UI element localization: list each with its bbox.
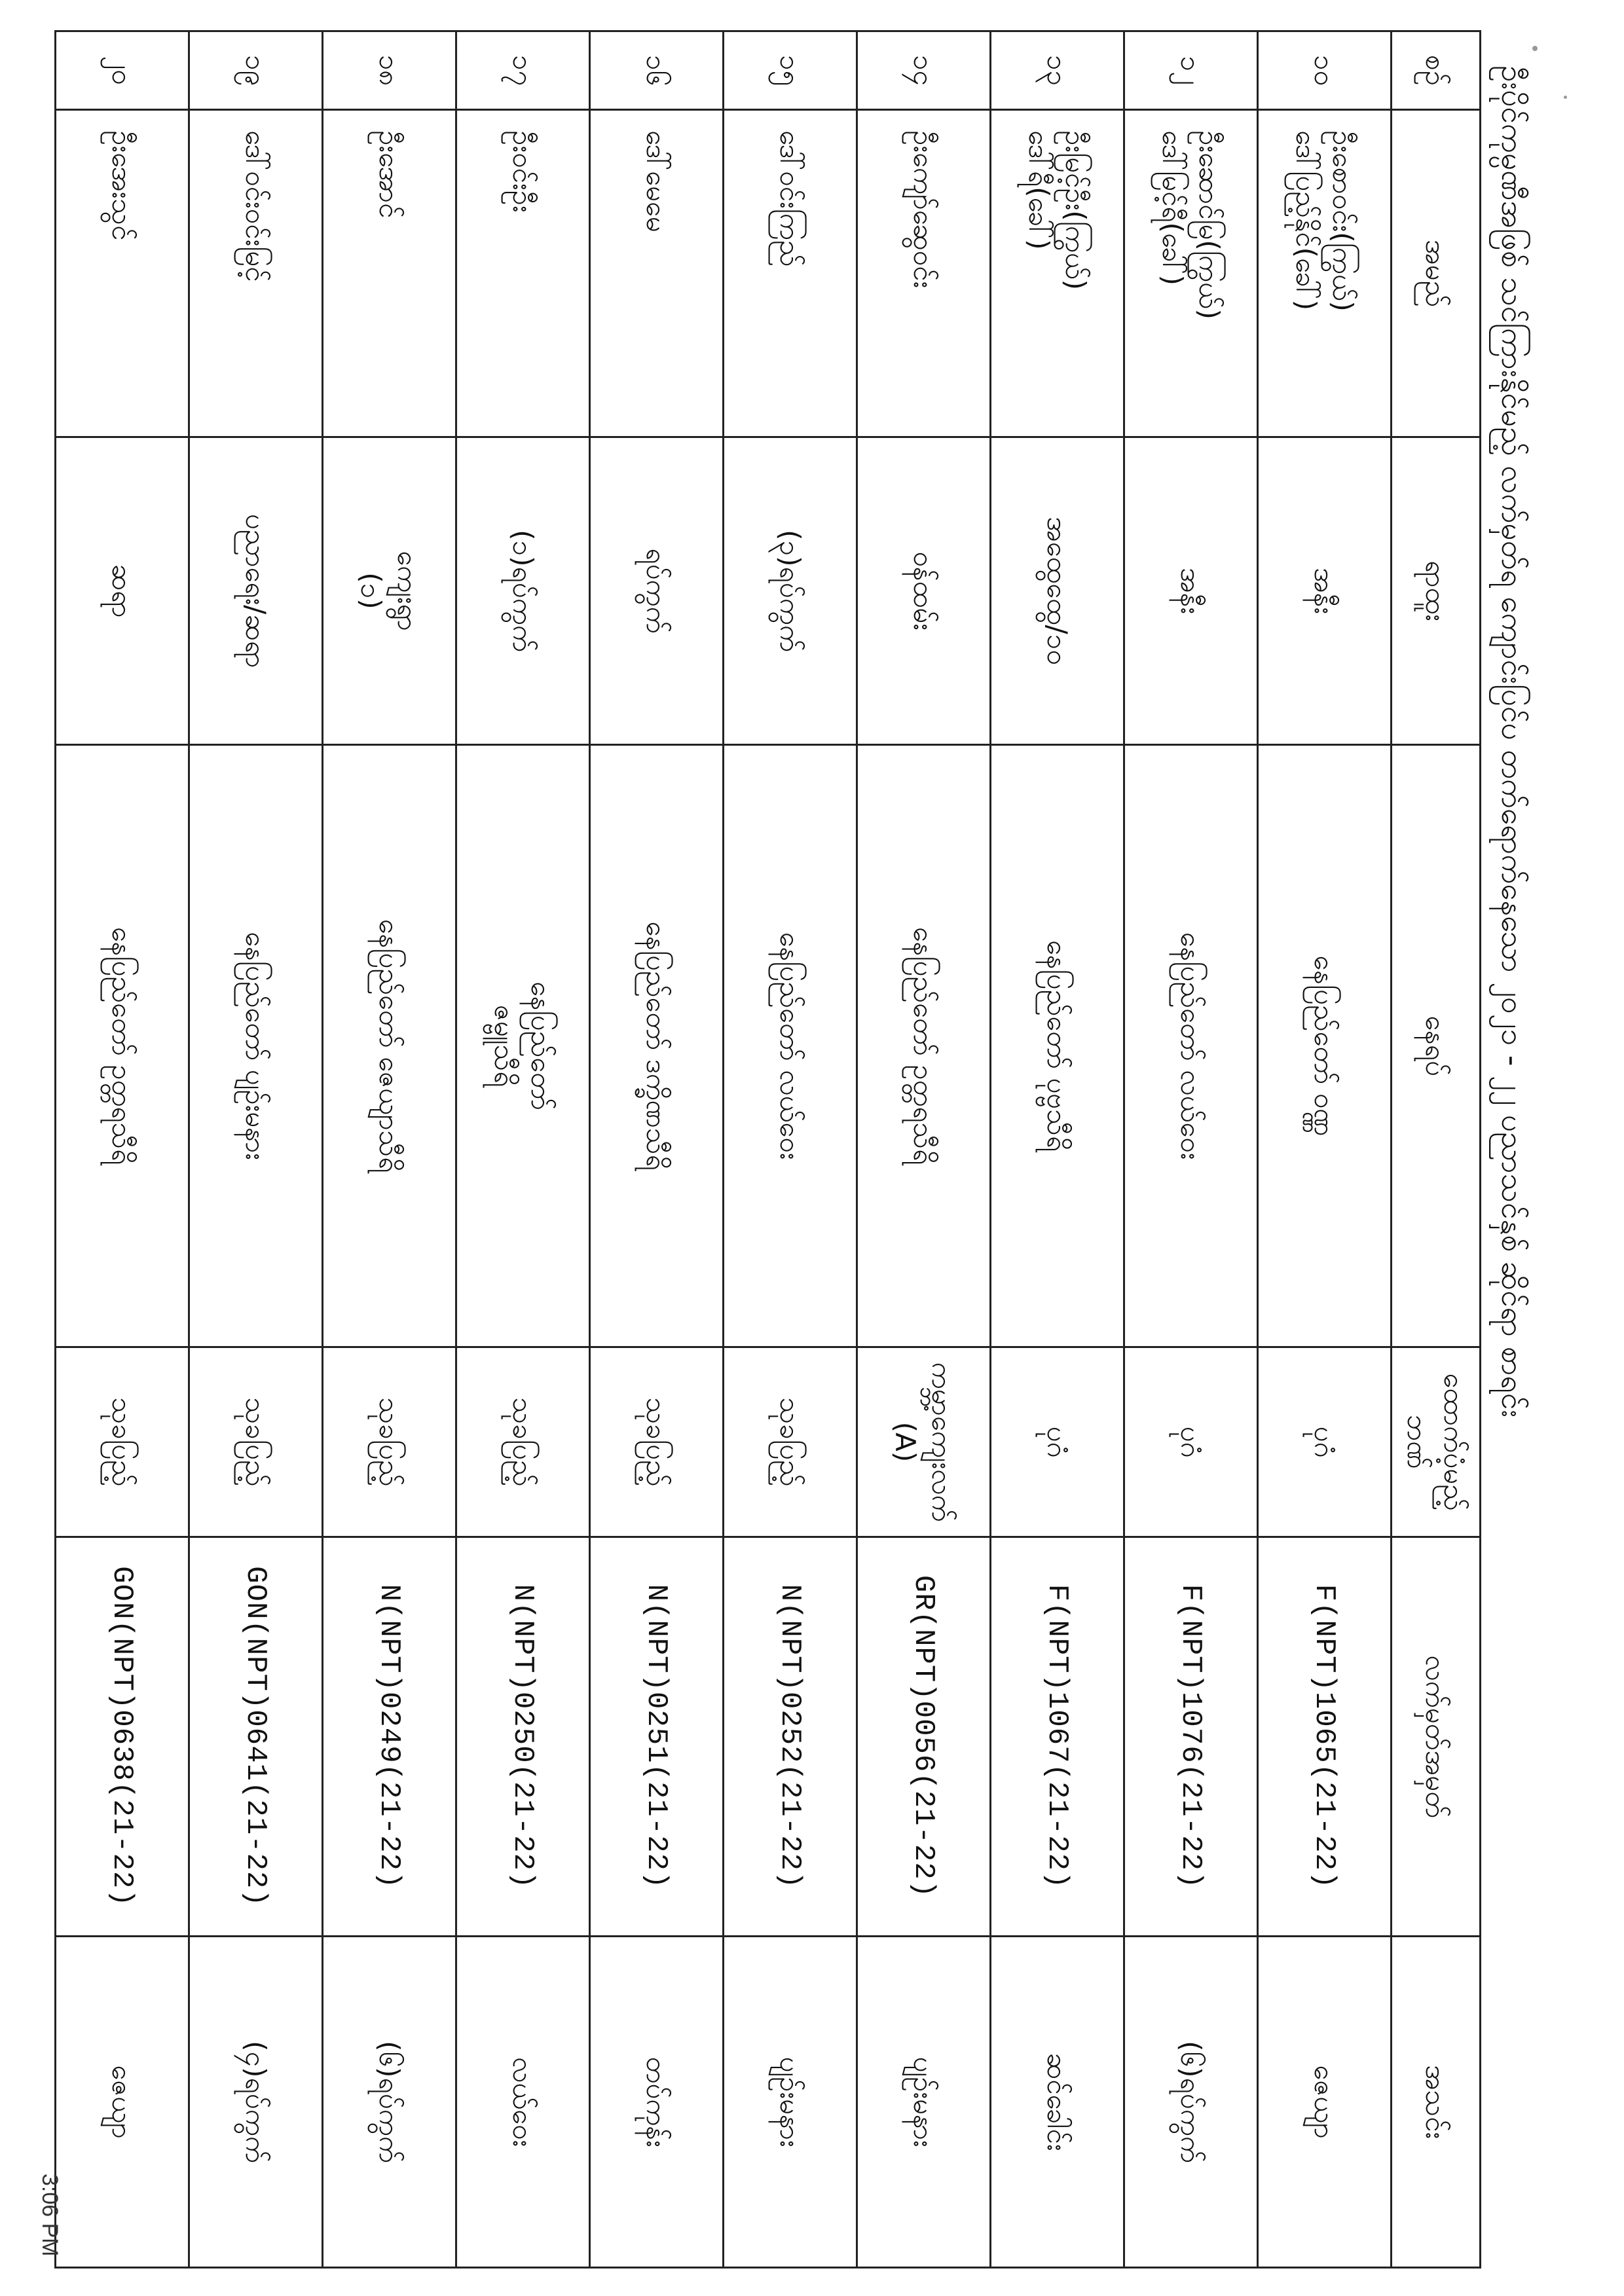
cell-name: ဒေါ်မေမေ — [590, 110, 724, 437]
cell-cert: F(NPT)1067(21-22) — [991, 1537, 1124, 1937]
cell-name: ဒေါ်ဝင်းဝင်းမြင့် — [189, 110, 323, 437]
table-row — [456, 31, 590, 2268]
cell-bank: ပုဂံ — [1258, 1347, 1392, 1537]
records-table — [54, 30, 1481, 2269]
cell-bank: သုခပြည့် — [323, 1347, 456, 1537]
cell-bank: သုခပြည့် — [189, 1347, 323, 1537]
cell-name: ဦးစောဝင်း(ကြွယ်) ဒေါ်ပြည့်နိုင်(ခေါ်) — [1258, 110, 1392, 437]
cell-cert: N(NPT)0251(21-22) — [590, 1537, 724, 1937]
cell-place: နေပြည်တော် ပုဗ္ဗသီရိ — [991, 745, 1124, 1347]
cell-no: ၁၃ — [991, 31, 1124, 110]
cell-role: ပညာရေး/ဆရာ — [189, 437, 323, 745]
print-timestamp: 3:06 PM — [37, 2174, 62, 2257]
cell-bank: ပုဂံ — [991, 1347, 1124, 1537]
table-row — [323, 31, 456, 2268]
cell-no: ၁၆ — [590, 31, 724, 110]
table-row — [1258, 31, 1392, 2268]
scan-speck — [1564, 96, 1567, 99]
cell-area: လယ်ဝေး — [456, 1937, 590, 2268]
cell-role: ဆရာ — [56, 437, 189, 745]
cell-area: ဆင်ခေါင်း — [991, 1937, 1124, 2268]
table-row — [189, 31, 323, 2268]
table-row — [991, 31, 1124, 2268]
cell-place: နေပြည်တော် လယ်ဝေး — [1124, 745, 1258, 1347]
cell-place: နေပြည်တော် ဝဏ္ဏ — [1258, 745, 1392, 1347]
cell-no: ၂၀ — [56, 31, 189, 110]
cell-name: ဒေါ်ဝင်းကြည် — [724, 110, 857, 437]
cell-no: ၁၀ — [1258, 31, 1392, 110]
header-place: နေရပ် — [1392, 745, 1481, 1347]
table-row — [857, 31, 991, 2268]
header-bank: ထောက်ပံ့မည့် ဘဏ် — [1392, 1347, 1481, 1537]
scan-speck — [1532, 46, 1538, 51]
table-row — [724, 31, 857, 2268]
cell-cert: F(NPT)1065(21-22) — [1258, 1537, 1392, 1937]
cell-no: ၁၉ — [189, 31, 323, 110]
cell-role: အထွေထွေ/၁၀ — [991, 437, 1124, 745]
cell-name: ဦးဝင်းဦး — [456, 110, 590, 437]
cell-role: ရပ်ကွက် — [590, 437, 724, 745]
cell-no: ၁၂ — [1124, 31, 1258, 110]
cell-role: ကျေးရွာ (၁) — [323, 437, 456, 745]
cell-cert: GON(NPT)0638(21-22) — [56, 1537, 189, 1937]
cell-place: နေပြည်တော် ဒက္ခိဏသီရိ — [590, 745, 724, 1347]
cell-bank: သုခပြည့် — [456, 1347, 590, 1537]
cell-name: ဦးမြင့်ဦး(ကြွယ်) ဒေါ်ရီ(ခေါ်) — [991, 110, 1124, 437]
table-row — [1124, 31, 1258, 2268]
cell-cert: GR(NPT)0056(21-22) — [857, 1537, 991, 1937]
cell-area: (၆)ရပ်ကွက် — [1124, 1937, 1258, 2268]
table-row — [56, 31, 189, 2268]
table-row — [590, 31, 724, 2268]
cell-name: ဦးကျော်ဆွေဝင်း — [857, 110, 991, 437]
cell-no: ၁၈ — [323, 31, 456, 110]
cell-role: (၁)ရပ်ကွက် — [456, 437, 590, 745]
cell-name: ဦးအေးသွင် — [56, 110, 189, 437]
cell-area: (၆)ရပ်ကွက် — [323, 1937, 456, 2268]
cell-area: ပျဉ်းမနား — [724, 1937, 857, 2268]
cell-bank: သုခပြည့် — [56, 1347, 189, 1537]
header-cert: လက်မှတ်အမှတ် — [1392, 1537, 1481, 1937]
cell-area: ဇေယျာ — [56, 1937, 189, 2268]
document-title: ဦးပိုင်ကုမ္ပဏီအဖြစ် သင်ကြားနိုင်မည့် လက်မှတ်ရ ကျောင်းပြင်ပ တက်ရောက်နေသော ၂၀၂၁ - ၂၂ ပညာသင်နှစ် ဆိုင်ရာ စာရင်း — [1495, 65, 1530, 1418]
cell-no: ၁၅ — [724, 31, 857, 110]
header-role: ရာထူး — [1392, 437, 1481, 745]
cell-place: နေပြည်တော် ပျဉ်းမနား — [189, 745, 323, 1347]
cell-bank: သုခပြည့် — [590, 1347, 724, 1537]
cell-name: ဦးအောင် — [323, 110, 456, 437]
header-area: အသင်း — [1392, 1937, 1481, 2268]
cell-role: ဝန်ထမ်း — [857, 437, 991, 745]
cell-bank: ပုဂံ — [1124, 1347, 1258, 1537]
cell-area: (၄)ရပ်ကွက် — [189, 1937, 323, 2268]
cell-place: နေပြည်တော် ဥတ္တရသီရိ — [56, 745, 189, 1347]
cell-area: ဇေယျာ — [1258, 1937, 1392, 2268]
cell-no: ၁၄ — [857, 31, 991, 110]
cell-place: နေပြည်တော် ဥတ္တရသီရိ — [857, 745, 991, 1347]
cell-role: အနီး — [1258, 437, 1392, 745]
cell-cert: F(NPT)1076(21-22) — [1124, 1537, 1258, 1937]
cell-cert: N(NPT)0250(21-22) — [456, 1537, 590, 1937]
cell-role: (၃)ရပ်ကွက် — [724, 437, 857, 745]
cell-role: အနီး — [1124, 437, 1258, 745]
cell-cert: N(NPT)0249(21-22) — [323, 1537, 456, 1937]
cell-area: ပျဉ်းမနား — [857, 1937, 991, 2268]
cell-no: ၁၇ — [456, 31, 590, 110]
cell-bank: ကမ္ဘာ့ကျေးလက် (A) — [857, 1347, 991, 1537]
cell-place: နေပြည်တော် ဇမ္ဗူသီရိ — [456, 745, 590, 1347]
cell-place: နေပြည်တော် လယ်ဝေး — [724, 745, 857, 1347]
header-name: အမည် — [1392, 110, 1481, 437]
cell-cert: N(NPT)0252(21-22) — [724, 1537, 857, 1937]
cell-cert: GON(NPT)0641(21-22) — [189, 1537, 323, 1937]
cell-bank: သုခပြည့် — [724, 1347, 857, 1537]
header-no: စဉ် — [1392, 31, 1481, 110]
cell-name: ဦးဆောင်မြ(ကြွယ်) ဒေါ်မြင့်ရီ(ခေါ်) — [1124, 110, 1258, 437]
cell-area: တပ်ကုန်း — [590, 1937, 724, 2268]
cell-place: နေပြည်တော် ဇေယျာသီရိ — [323, 745, 456, 1347]
table-header-row — [1392, 31, 1481, 2268]
